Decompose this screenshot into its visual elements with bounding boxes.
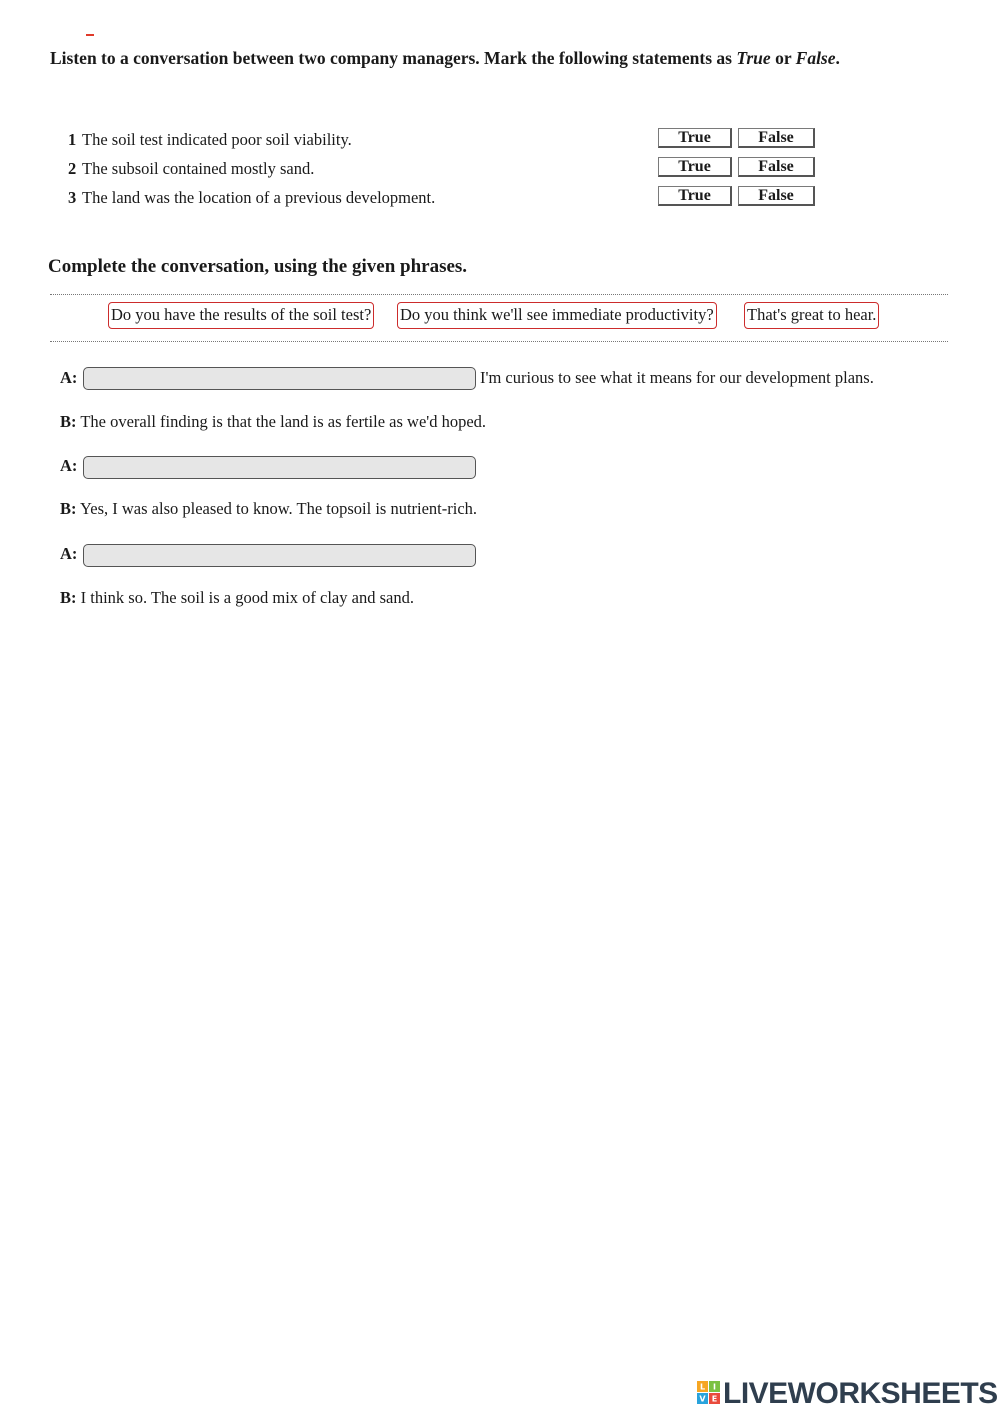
true-button-3[interactable]: True	[658, 186, 732, 206]
statement-text: The soil test indicated poor soil viability.	[82, 130, 352, 149]
true-false-item-1	[68, 128, 828, 152]
dialogue-line-2	[60, 412, 486, 432]
listening-instructions	[50, 48, 840, 69]
divider-bottom	[50, 341, 948, 342]
answer-blank-2[interactable]	[83, 456, 476, 479]
divider-top	[50, 294, 948, 295]
instructions-true-word: True	[736, 48, 771, 68]
red-dash-mark	[86, 34, 94, 36]
answer-blank-1[interactable]	[83, 367, 476, 390]
logo-icon-letter-2: I	[713, 1382, 716, 1392]
logo-icon-letter-4: E	[711, 1394, 718, 1404]
true-false-item-2	[68, 157, 828, 181]
speaker-label: A:	[60, 368, 78, 387]
instructions-false-word: False	[795, 48, 836, 68]
speaker-label: A:	[60, 544, 78, 563]
logo-text: LIVEWORKSHEETS	[723, 1377, 998, 1410]
answer-blank-3[interactable]	[83, 544, 476, 567]
liveworksheets-logo	[697, 1378, 997, 1410]
instructions-or-word: or	[770, 48, 796, 68]
phrase-chip-2[interactable]: Do you think we'll see immediate productivity?	[397, 302, 717, 329]
instructions-suffix: .	[835, 48, 840, 68]
false-button-1[interactable]: False	[738, 128, 815, 148]
logo-icon-letter-1: L	[699, 1382, 706, 1392]
speaker-label: B:	[60, 412, 77, 431]
dialogue-line-1	[60, 368, 77, 388]
speaker-label: B:	[60, 499, 77, 518]
dialogue-line-5	[60, 544, 77, 564]
true-false-item-3	[68, 186, 828, 210]
statement-text: The land was the location of a previous development.	[82, 188, 436, 207]
dialogue-text: The overall finding is that the land is as fertile as we'd hoped.	[80, 412, 487, 431]
speaker-label: B:	[60, 588, 77, 607]
false-button-2[interactable]: False	[738, 157, 815, 177]
dialogue-text: I think so. The soil is a good mix of clay and sand.	[80, 588, 414, 607]
conversation-heading: Complete the conversation, using the given phrases.	[48, 256, 468, 277]
dialogue-line-1-text: I'm curious to see what it means for our development plans.	[480, 368, 874, 387]
dialogue-line-4	[60, 499, 477, 519]
false-button-3[interactable]: False	[738, 186, 815, 206]
item-number: 3	[68, 188, 77, 207]
phrase-chip-1[interactable]: Do you have the results of the soil test?	[108, 302, 374, 329]
item-number: 1	[68, 130, 77, 149]
true-button-1[interactable]: True	[658, 128, 732, 148]
dialogue-text: Yes, I was also pleased to know. The topsoil is nutrient-rich.	[80, 499, 478, 518]
item-number: 2	[68, 159, 77, 178]
instructions-prefix: Listen to a conversation between two company managers. Mark the following statements as	[50, 48, 737, 68]
speaker-label: A:	[60, 456, 78, 475]
liveworksheets-logo-icon	[697, 1381, 721, 1405]
phrase-chip-3[interactable]: That's great to hear.	[744, 302, 879, 329]
dialogue-line-3	[60, 456, 77, 476]
dialogue-line-6	[60, 588, 414, 608]
phrase-bank	[0, 302, 1000, 330]
true-button-2[interactable]: True	[658, 157, 732, 177]
statement-text: The subsoil contained mostly sand.	[82, 159, 315, 178]
logo-icon-letter-3: V	[699, 1394, 706, 1404]
